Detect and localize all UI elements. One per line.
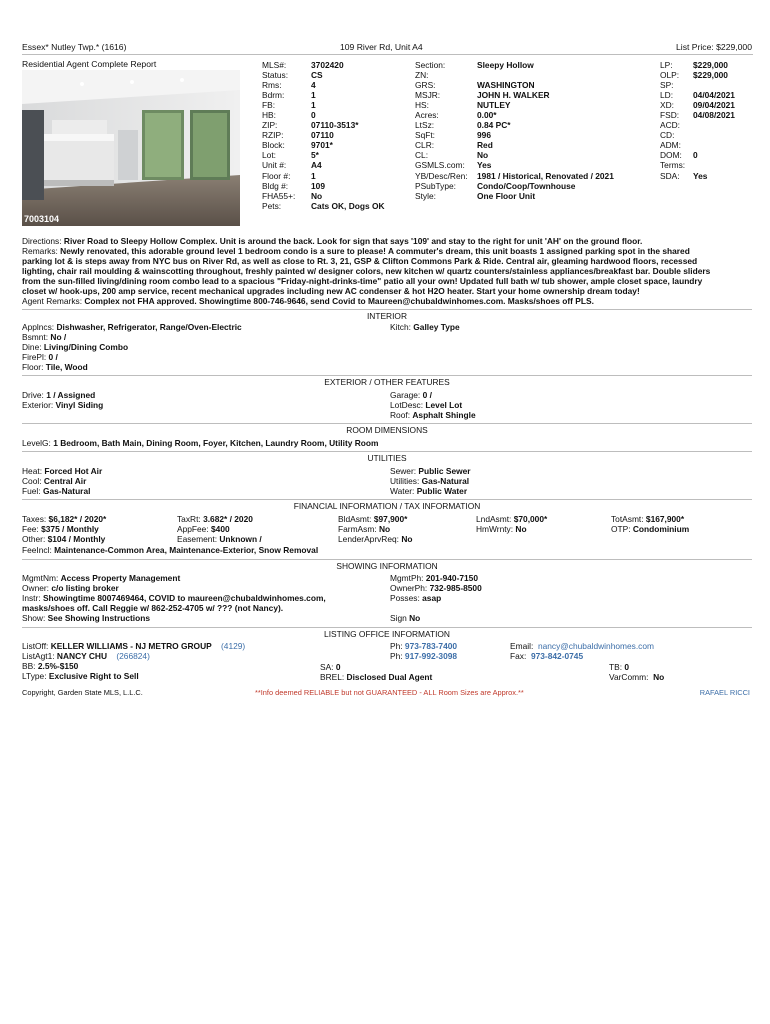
summary-col1-values [311, 60, 385, 211]
summary-value: 04/04/2021 [693, 90, 735, 101]
summary-col2-values [477, 60, 614, 201]
header-divider [22, 54, 753, 55]
summary-label: FHA55+: [262, 190, 296, 201]
utility-field-row [22, 486, 102, 496]
summary-label: LD: [660, 90, 674, 101]
interior-field-label: Dine: [22, 342, 42, 353]
financial-col4 [476, 514, 547, 534]
utility-field-label: Cool: [22, 476, 42, 487]
utility-field-label: Utilities: [390, 476, 420, 487]
financial-field-row [177, 534, 262, 544]
summary-value: JOHN H. WALKER [477, 90, 550, 101]
summary-label: Style: [415, 190, 436, 201]
summary-col3-labels [660, 60, 685, 181]
utility-field-row [22, 466, 102, 476]
interior-field-label: Kitch: [390, 322, 411, 332]
financial-col3 [338, 514, 413, 544]
showing-right [390, 573, 482, 623]
exterior-field-value: 0 / [422, 390, 432, 400]
summary-value: 1 [311, 90, 316, 101]
utility-field-value: Gas-Natural [42, 486, 91, 497]
summary-label: CL: [415, 150, 429, 161]
financial-col1 [22, 514, 106, 544]
section-interior: INTERIOR [22, 309, 752, 322]
exterior-field-row [22, 390, 103, 400]
utility-field-label: Fuel: [22, 486, 41, 497]
section-utilities: UTILITIES [22, 451, 752, 464]
financial-field-value: $104 / Monthly [47, 534, 106, 545]
interior-left [22, 322, 242, 372]
utility-field-label: Sewer: [390, 466, 417, 476]
instr-value-1: Showingtime 8007469464, COVID to maureen@chubaldwinhomes.com, [42, 593, 326, 604]
remarks-block [22, 236, 754, 306]
instr-label: Instr: [22, 593, 41, 604]
list-office-value: KELLER WILLIAMS - NJ METRO GROUP [50, 641, 212, 651]
summary-label: SqFt: [415, 130, 436, 141]
financial-field-row [338, 534, 413, 544]
financial-field-label: Other: [22, 534, 46, 545]
exterior-left [22, 390, 103, 410]
interior-field-value: 0 / [48, 352, 58, 363]
summary-value: Yes [477, 160, 492, 171]
interior-field-label: Applncs: [22, 322, 55, 332]
bb-value: 2.5%-$150 [37, 661, 79, 672]
summary-col2-labels [415, 60, 468, 201]
agent-remarks-line [22, 296, 754, 306]
financial-field-row [476, 514, 547, 524]
financial-field-label: Fee: [22, 524, 39, 535]
section-exterior: EXTERIOR / OTHER FEATURES [22, 375, 752, 388]
remarks-line-3: lighting, chair rail moulding & wainscotting throughout, freshly painted w/ designer colors, new kitchen w/ quartz counters/stainless appliances/breakfast bar. Double sliders [22, 266, 711, 277]
summary-label: CD: [660, 130, 675, 141]
office-sa-brel [320, 662, 432, 682]
remarks-text-1: Newly renovated, this adorable ground level 1 bedroom condo is a sure to please! A commuter's dream, this unit boasts 1 assigned parking spot in the shared [60, 246, 690, 257]
rooms-line [22, 438, 378, 448]
summary-label: RZIP: [262, 130, 284, 141]
summary-value: Sleepy Hollow [477, 60, 534, 70]
summary-value: 1 [311, 100, 316, 111]
interior-field-label: Floor: [22, 362, 44, 373]
agent-remarks-label: Agent Remarks: [22, 296, 83, 307]
financial-col5 [611, 514, 689, 534]
financial-field-row [177, 524, 262, 534]
email-link[interactable]: nancy@chubaldwinhomes.com [537, 641, 654, 651]
possession-label: Posses: [390, 593, 420, 604]
summary-value [693, 130, 735, 140]
utility-field-row [390, 486, 471, 496]
financial-field-value: Unknown / [219, 534, 262, 545]
disclaimer-text: **Info deemed RELIABLE but not GUARANTEED - ALL Room Sizes are Approx.** [255, 688, 524, 697]
summary-label: PSubType: [415, 180, 456, 191]
list-office-code-link[interactable]: (4129) [221, 641, 246, 651]
remarks-line-5: closet w/ hook-ups, 200 amp service, recent mechanical upgrades including new AC condenser & hot H2O heater. Start your home ownership dream today! [22, 286, 640, 297]
summary-value: 3702420 [311, 60, 344, 70]
summary-label: XD: [660, 100, 674, 111]
report-type-text: Residential Agent Complete Report [22, 59, 157, 69]
exterior-field-value: 1 / Assigned [46, 390, 96, 400]
office-tb-varcomm [609, 662, 664, 682]
summary-label: Status: [262, 70, 289, 81]
financial-field-row [338, 514, 413, 524]
financial-field-value: $97,900* [373, 514, 408, 524]
utility-field-row [390, 476, 471, 486]
summary-value: 04/08/2021 [693, 110, 735, 121]
utility-field-value: Public Water [416, 486, 468, 497]
remarks-line-4: from the sun-filled living/dining room combo lead to a spacious "Friday-night-drinks-time" patio all your own! Updated full bath w/ tub shower, ample closet space, laundry [22, 276, 703, 287]
showing-left [22, 573, 326, 623]
financial-field-value: $167,900* [645, 514, 685, 524]
brel-value: Disclosed Dual Agent [346, 672, 433, 683]
summary-value: WASHINGTON [477, 80, 535, 91]
summary-label: GRS: [415, 80, 436, 91]
tb-label: TB: [609, 662, 623, 672]
financial-field-label: LndAsmt: [476, 514, 512, 524]
exterior-field-row [390, 410, 476, 420]
remarks-line-1 [22, 246, 754, 256]
instr-value-2: masks/shoes off. Call Reggie w/ 862-252-4705 w/ ??? (not Nancy). [22, 603, 284, 614]
summary-label: SDA: [660, 170, 680, 181]
summary-value [693, 160, 735, 170]
summary-label: Terms: [660, 160, 686, 171]
financial-field-value: No [401, 534, 413, 545]
financial-field-row [22, 524, 106, 534]
interior-field-value: No / [50, 332, 67, 343]
summary-label: Unit #: [262, 160, 287, 171]
summary-col3-values [693, 60, 735, 181]
interior-field-value: Living/Dining Combo [43, 342, 129, 353]
ltype-value: Exclusive Right to Sell [48, 671, 139, 682]
summary-label: ACD: [660, 120, 681, 131]
interior-field-row [22, 342, 242, 352]
sign-label: Sign [390, 613, 407, 624]
financial-field-label: OTP: [611, 524, 631, 535]
owner-value: c/o listing broker [51, 583, 119, 594]
financial-field-row [611, 524, 689, 534]
summary-value: 1981 / Historical, Renovated / 2021 [477, 170, 614, 181]
summary-label: Block: [262, 140, 285, 151]
office-phone-label: Ph: [390, 641, 403, 651]
exterior-field-value: Vinyl Siding [55, 400, 104, 411]
directions-line [22, 236, 754, 246]
exterior-field-value: Level Lot [425, 400, 463, 411]
summary-value: 07110 [311, 130, 334, 141]
email-label: Email: [510, 641, 534, 651]
summary-col1-labels [262, 60, 295, 211]
summary-value: 4 [311, 80, 316, 91]
kitchen-photo-icon [22, 70, 240, 226]
summary-label: Rms: [262, 80, 282, 91]
owner-label: Owner: [22, 583, 49, 594]
summary-label: HB: [262, 110, 276, 121]
interior-field-value: Galley Type [413, 322, 460, 332]
financial-field-value: No [378, 524, 391, 535]
financial-field-label: FarmAsm: [338, 524, 377, 535]
summary-label: ADM: [660, 140, 681, 151]
financial-field-label: LenderAprvReq: [338, 534, 399, 545]
summary-label: SP: [660, 80, 674, 91]
financial-field-value: No [515, 524, 527, 535]
financial-field-row [476, 524, 547, 534]
summary-value [693, 80, 735, 90]
summary-label: ZIP: [262, 120, 278, 131]
summary-value: 0 [693, 150, 698, 161]
summary-label: Lot: [262, 150, 276, 161]
summary-value [693, 140, 735, 150]
section-rooms: ROOM DIMENSIONS [22, 423, 752, 436]
interior-field-label: FirePl: [22, 352, 47, 363]
financial-field-label: Easement: [177, 534, 218, 545]
interior-field-value: Tile, Wood [45, 362, 88, 373]
interior-field-row [390, 322, 460, 332]
summary-label: MSJR: [415, 90, 441, 101]
interior-field-row [22, 352, 242, 362]
exterior-field-label: Roof: [390, 410, 411, 421]
summary-value [477, 70, 614, 80]
financial-field-row [611, 514, 689, 524]
rooms-value: 1 Bedroom, Bath Main, Dining Room, Foyer, Kitchen, Laundry Room, Utility Room [53, 438, 379, 448]
summary-value: 109 [311, 180, 325, 191]
copyright-text: Copyright, Garden State MLS, L.L.C. [22, 688, 143, 697]
remarks-label: Remarks: [22, 246, 58, 257]
summary-label: ZN: [415, 70, 429, 81]
summary-label: LtSz: [415, 120, 435, 131]
mgmt-phone-value: 201-940-7150 [425, 573, 478, 583]
agent-phone-label: Ph: [390, 651, 403, 662]
list-agent-label: ListAgt1: [22, 651, 55, 662]
listing-photo [22, 70, 240, 226]
summary-label: FB: [262, 100, 276, 111]
interior-field-label: Bsmnt: [22, 332, 49, 343]
financial-field-value: 3.682* / 2020 [203, 514, 253, 524]
mgmt-name-value: Access Property Management [60, 573, 181, 583]
summary-label: HS: [415, 100, 429, 111]
summary-value: 1 [311, 170, 316, 181]
exterior-field-label: Garage: [390, 390, 421, 400]
summary-value: 996 [477, 130, 491, 141]
summary-value: CS [311, 70, 323, 81]
exterior-field-label: LotDesc: [390, 400, 424, 411]
financial-field-value: $6,182* / 2020* [48, 514, 107, 524]
summary-value: 0.84 PC* [477, 120, 511, 131]
financial-field-row [22, 534, 106, 544]
exterior-field-row [390, 390, 476, 400]
rooms-label: LevelG: [22, 438, 51, 448]
list-agent-code-link[interactable]: (266824) [116, 651, 150, 662]
summary-value: 5* [311, 150, 319, 161]
financial-field-label: TaxRt: [177, 514, 201, 524]
financial-field-row [338, 524, 413, 534]
brel-label: BREL: [320, 672, 345, 683]
summary-value: 9701* [311, 140, 333, 151]
fee-incl-value: Maintenance-Common Area, Maintenance-Exterior, Snow Removal [54, 545, 319, 555]
financial-field-row [177, 514, 262, 524]
summary-value: Condo/Coop/Townhouse [477, 180, 576, 191]
summary-value: Yes [693, 170, 708, 181]
summary-value: A4 [311, 160, 322, 171]
summary-label: FSD: [660, 110, 680, 121]
office-contact [510, 641, 654, 661]
summary-label: Section: [415, 60, 446, 70]
sa-value: 0 [335, 662, 341, 672]
utilities-right [390, 466, 471, 496]
varcomm-value: No [653, 672, 665, 683]
financial-col2 [177, 514, 262, 544]
utility-field-label: Heat: [22, 466, 43, 476]
summary-value: 09/04/2021 [693, 100, 735, 111]
financial-field-label: AppFee: [177, 524, 209, 535]
financial-field-label: TotAsmt: [611, 514, 644, 524]
financial-field-value: $375 / Monthly [41, 524, 99, 535]
utilities-left [22, 466, 102, 496]
interior-field-value: Dishwasher, Refrigerator, Range/Oven-Electric [56, 322, 242, 332]
section-financial: FINANCIAL INFORMATION / TAX INFORMATION [22, 499, 752, 512]
summary-label: Bdrm: [262, 90, 285, 101]
sa-label: SA: [320, 662, 334, 672]
summary-label: Acres: [415, 110, 439, 121]
financial-field-value: $400 [211, 524, 230, 535]
address-text: 109 River Rd, Unit A4 [340, 42, 423, 52]
list-agent-value: NANCY CHU [56, 651, 108, 662]
remarks-line-2: parking lot & is steps away from NYC bus on River Rd, as well as close to Rt. 3, 21, GSP & Clifton Commons Park & Ride. Central air, gleaming hardwood floors, recessed [22, 256, 698, 267]
summary-label: Pets: [262, 200, 282, 211]
office-phone-link[interactable]: 973-783-7400 [404, 641, 458, 651]
mgmt-phone-label: MgmtPh: [390, 573, 424, 583]
financial-field-label: HmWrnty: [476, 524, 514, 535]
varcomm-label: VarComm: [609, 672, 649, 683]
summary-value: No [477, 150, 489, 161]
financial-field-row [22, 514, 106, 524]
exterior-field-label: Drive: [22, 390, 44, 400]
summary-value: Red [477, 140, 493, 151]
exterior-field-row [390, 400, 476, 410]
show-label: Show: [22, 613, 46, 624]
financial-field-label: BldAsmt: [338, 514, 372, 524]
exterior-field-label: Exterior: [22, 400, 54, 411]
office-left [22, 641, 245, 681]
summary-value: 0 [311, 110, 316, 121]
utility-field-row [22, 476, 102, 486]
summary-value: Cats OK, Dogs OK [311, 200, 385, 211]
bb-label: BB: [22, 661, 36, 672]
financial-field-label: Taxes: [22, 514, 47, 524]
section-office: LISTING OFFICE INFORMATION [22, 627, 752, 640]
summary-label: CLR: [415, 140, 435, 151]
fee-incl-label: FeeIncl: [22, 545, 52, 555]
summary-label: DOM: [660, 150, 682, 161]
list-office-label: ListOff: [22, 641, 49, 651]
agent-phone-link[interactable]: 917-992-3098 [404, 651, 458, 662]
utility-field-value: Forced Hot Air [44, 466, 103, 476]
agent-name-link[interactable]: RAFAEL RICCI [699, 688, 750, 697]
summary-label: MLS#: [262, 60, 287, 70]
tb-value: 0 [624, 662, 630, 672]
directions-text: River Road to Sleepy Hollow Complex. Unit is around the back. Look for sign that says '109' and stay to the right for unit 'AH' on the ground floor. [63, 236, 643, 246]
fax-label: Fax: [510, 651, 527, 662]
interior-right [390, 322, 460, 332]
summary-label: LP: [660, 60, 673, 70]
ltype-label: LType: [22, 671, 47, 682]
exterior-field-value: Asphalt Shingle [412, 410, 476, 421]
show-value: See Showing Instructions [47, 613, 150, 624]
summary-label: Floor #: [262, 170, 291, 181]
photo-watermark: 7003104 [24, 214, 60, 224]
agent-remarks-text: Complex not FHA approved. Showingtime 800-746-9646, send Covid to Maureen@chubaldwinhomes.com. Masks/shoes off PLS. [84, 296, 594, 307]
fee-incl-line [22, 545, 318, 555]
owner-phone-value: 732-985-8500 [429, 583, 482, 594]
summary-value: $229,000 [693, 70, 728, 81]
summary-value: NUTLEY [477, 100, 511, 111]
directions-label: Directions: [22, 236, 62, 246]
area-text: Essex* Nutley Twp.* (1616) [22, 42, 127, 52]
summary-value: 0.00* [477, 110, 497, 121]
utility-field-value: Public Sewer [418, 466, 471, 476]
financial-field-value: $70,000* [513, 514, 548, 524]
summary-value: 07110-3513* [311, 120, 359, 131]
summary-label: YB/Desc/Ren: [415, 170, 468, 181]
section-showing: SHOWING INFORMATION [22, 559, 752, 572]
interior-field-row [22, 362, 242, 372]
list-price-text: List Price: $229,000 [676, 42, 752, 52]
summary-label: Bldg #: [262, 180, 289, 191]
interior-field-row [22, 322, 242, 332]
exterior-right [390, 390, 476, 420]
summary-label: OLP: [660, 70, 680, 81]
interior-field-row [22, 332, 242, 342]
owner-phone-label: OwnerPh: [390, 583, 428, 594]
summary-value: One Floor Unit [477, 190, 536, 201]
summary-value [693, 120, 735, 130]
utility-field-value: Central Air [43, 476, 87, 487]
summary-label: GSMLS.com: [415, 160, 465, 171]
summary-value: $229,000 [693, 60, 728, 70]
mgmt-name-label: MgmtNm: [22, 573, 59, 583]
utility-field-row [390, 466, 471, 476]
fax-link[interactable]: 973-842-0745 [530, 651, 584, 662]
utility-field-label: Water: [390, 486, 415, 497]
exterior-field-row [22, 400, 103, 410]
summary-value: No [311, 190, 323, 201]
financial-field-value: Condominium [632, 524, 690, 535]
sign-value: No [409, 613, 421, 624]
possession-value: asap [422, 593, 442, 604]
utility-field-value: Gas-Natural [421, 476, 470, 487]
office-phones [390, 641, 457, 661]
